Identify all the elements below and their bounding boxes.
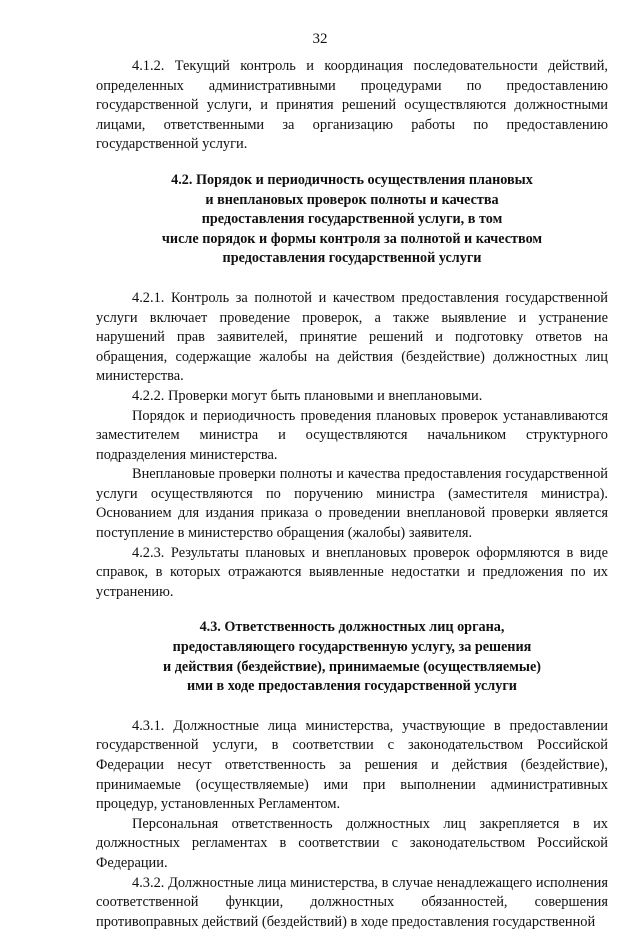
section-heading-4-3 [96, 618, 608, 696]
page-number: 32 [312, 31, 328, 47]
heading-line: и внеплановых проверок полноты и качества [205, 191, 499, 208]
paragraph-4-1-2: 4.1.2. Текущий контроль и координация последовательности действий, определенных административными процедурами по предоставлению государственной услуги, и принятия решений осуществляются должностными лицами, ответственными за организацию работы по предоставлению государственной услуги. [96, 58, 608, 153]
heading-line: ими в ходе предоставления государственной услуги [187, 678, 517, 695]
heading-line: 4.3. Ответственность должностных лиц органа, [199, 619, 505, 636]
heading-line: числе порядок и формы контроля за полнотой и качеством [161, 230, 543, 247]
heading-line: и действия (бездействие), принимаемые (осуществляемые) [163, 658, 541, 675]
heading-line: предоставления государственной услуги, в том [201, 211, 503, 228]
heading-line: предоставления государственной услуги [222, 250, 482, 267]
paragraph-4-2-3: 4.2.3. Результаты плановых и внеплановых проверок оформляются в виде справок, в которых отражаются выявленные недостатки и предложения по их устранению. [96, 544, 608, 600]
paragraph-4-3-2: 4.3.2. Должностные лица министерства, в случае ненадлежащего исполнения соответственной функции, должностных обязанностей, совершения противоправных действий (бездействий) в ходе предоставления государственной [96, 874, 608, 930]
paragraph-order: Порядок и периодичность проведения плановых проверок устанавливаются заместителем министра и осуществляются начальником структурного подразделения министерства. [96, 407, 608, 463]
heading-line: 4.2. Порядок и периодичность осуществления плановых [171, 171, 533, 188]
paragraph-4-2-2: 4.2.2. Проверки могут быть плановыми и внеплановыми. [132, 387, 483, 404]
paragraph-4-3-1: 4.3.1. Должностные лица министерства, участвующие в предоставлении государственной услуги, в соответствии с законодательством Российской Федерации несут ответственность за решения и действия (бездействие), принимаемые (осуществляемые) ими при выполнении административных процедур, установленных Регламентом. [96, 717, 608, 813]
heading-line: предоставляющего государственную услугу, за решения [172, 639, 532, 656]
paragraph-unscheduled: Внеплановые проверки полноты и качества предоставления государственной услуги осуществляются по поручению министра (заместителя министра). Основанием для издания приказа о проведении внеплановой проверки является поступление в министерство обращения (жалобы) заявителя. [96, 466, 608, 542]
paragraph-personal: Персональная ответственность должностных лиц закрепляется в их должностных регламентах в соответствии с законодательством Российской Федерации. [96, 815, 608, 871]
document-body [96, 57, 608, 932]
section-heading-4-2 [96, 171, 608, 269]
paragraph-4-2-1: 4.2.1. Контроль за полнотой и качеством предоставления государственной услуги включает проведение проверок, а также выявление и устранение нарушений прав заявителей, принятие решений и подготовку ответов на обращения, содержащие жалобы на действия (бездействие) должностных лиц министерства. [96, 289, 608, 385]
